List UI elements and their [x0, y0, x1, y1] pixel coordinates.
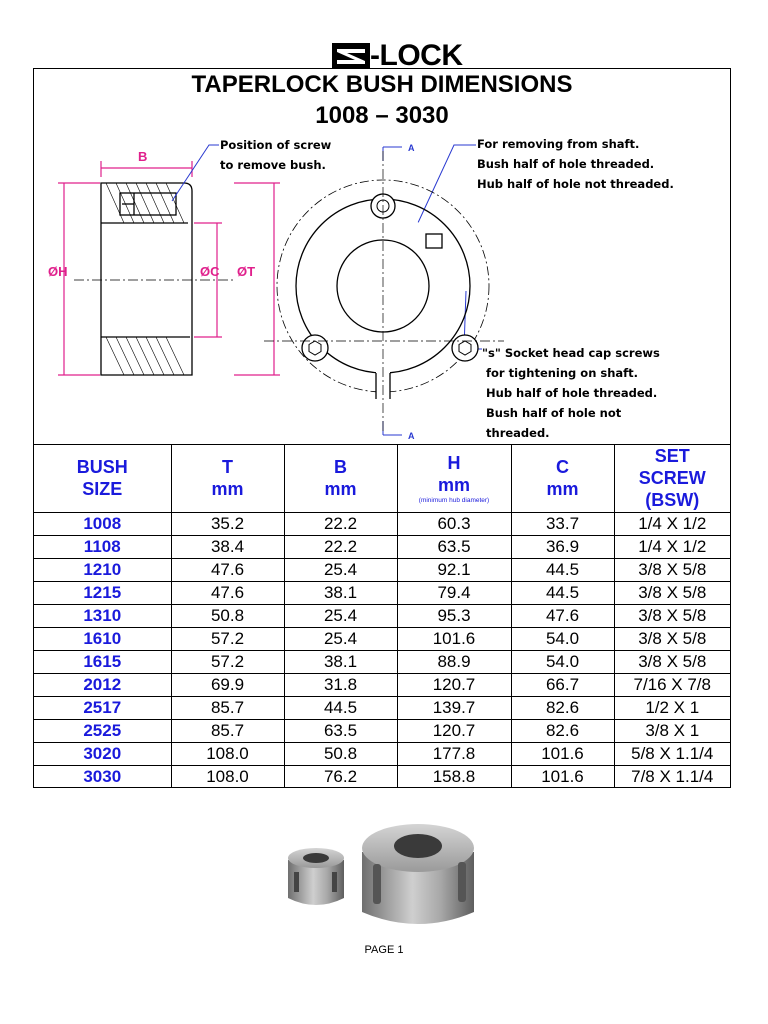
dimension-cell: 38.1 — [284, 581, 397, 604]
table-row — [34, 512, 730, 535]
table-row — [34, 719, 730, 742]
bush-size-cell: 1008 — [34, 512, 171, 535]
dimension-cell: 31.8 — [284, 673, 397, 696]
dimension-cell: 47.6 — [511, 604, 614, 627]
dimension-cell: 22.2 — [284, 512, 397, 535]
dimension-cell: 177.8 — [397, 742, 511, 765]
bush-size-cell: 1215 — [34, 581, 171, 604]
dimension-cell: 82.6 — [511, 719, 614, 742]
table-body — [34, 512, 730, 788]
bush-size-cell: 1615 — [34, 650, 171, 673]
dimension-cell: 38.1 — [284, 650, 397, 673]
tightening-note: "s" Socket head cap screws for tightening on shaft. Hub half of hole threaded. Bush half of hole not threaded. — [482, 346, 660, 440]
dimension-cell: 3/8 X 1 — [614, 719, 730, 742]
dimension-cell: 47.6 — [171, 558, 284, 581]
dimension-cell: 44.5 — [284, 696, 397, 719]
bush-diagram — [34, 131, 730, 445]
dimension-cell: 25.4 — [284, 558, 397, 581]
bush-size-cell: 2012 — [34, 673, 171, 696]
page-number: PAGE 1 — [364, 944, 404, 956]
dimension-cell: 1/4 X 1/2 — [614, 512, 730, 535]
dimension-cell: 50.8 — [284, 742, 397, 765]
table-row — [34, 558, 730, 581]
dimension-cell: 69.9 — [171, 673, 284, 696]
dimension-cell: 1/2 X 1 — [614, 696, 730, 719]
dimension-cell: 76.2 — [284, 765, 397, 788]
dim-c-label: ØC — [200, 264, 220, 279]
size-range: 1008 – 3030 — [315, 102, 449, 129]
dimension-cell: 3/8 X 5/8 — [614, 627, 730, 650]
table-row — [34, 765, 730, 788]
dimension-cell: 22.2 — [284, 535, 397, 558]
dimension-cell: 3/8 X 5/8 — [614, 558, 730, 581]
dimension-cell: 85.7 — [171, 696, 284, 719]
brand-suffix: -LOCK — [370, 39, 463, 72]
dimension-cell: 36.9 — [511, 535, 614, 558]
dim-b-label: B — [138, 149, 148, 164]
brand-logo — [332, 39, 463, 72]
dimension-cell: 1/4 X 1/2 — [614, 535, 730, 558]
header-h-note: (minimum hub diameter) — [418, 496, 490, 504]
dimension-cell: 54.0 — [511, 627, 614, 650]
bush-size-cell: 1310 — [34, 604, 171, 627]
screw-position-note: Position of screw to remove bush. — [220, 138, 332, 172]
dimension-cell: 108.0 — [171, 742, 284, 765]
dimension-cell: 50.8 — [171, 604, 284, 627]
dimension-cell: 85.7 — [171, 719, 284, 742]
header-b: B mm — [284, 445, 397, 512]
table-header-row — [34, 445, 730, 512]
bush-front-view — [264, 151, 504, 431]
dimension-cell: 108.0 — [171, 765, 284, 788]
dimension-cell: 101.6 — [397, 627, 511, 650]
table-row — [34, 742, 730, 765]
ez-logo-mark — [332, 43, 370, 69]
dimension-cell: 158.8 — [397, 765, 511, 788]
dimension-cell: 139.7 — [397, 696, 511, 719]
bush-size-cell: 3020 — [34, 742, 171, 765]
dimension-cell: 33.7 — [511, 512, 614, 535]
dimension-cell: 101.6 — [511, 742, 614, 765]
dimension-cell: 44.5 — [511, 558, 614, 581]
dimension-cell: 38.4 — [171, 535, 284, 558]
dim-h-label: ØH — [48, 264, 68, 279]
dimension-cell: 82.6 — [511, 696, 614, 719]
dimension-cell: 101.6 — [511, 765, 614, 788]
dimension-cell: 7/16 X 7/8 — [614, 673, 730, 696]
bush-size-cell: 2525 — [34, 719, 171, 742]
table-row — [34, 535, 730, 558]
dimension-cell: 25.4 — [284, 627, 397, 650]
bush-size-cell: 1610 — [34, 627, 171, 650]
dimension-cell: 120.7 — [397, 719, 511, 742]
dimension-cell: 44.5 — [511, 581, 614, 604]
dimension-cell: 35.2 — [171, 512, 284, 535]
dimension-cell: 79.4 — [397, 581, 511, 604]
dim-t-label: ØT — [237, 264, 256, 279]
table-row — [34, 581, 730, 604]
section-a-top: A — [408, 143, 415, 153]
table-row — [34, 673, 730, 696]
dimension-cell: 54.0 — [511, 650, 614, 673]
dimension-cell: 95.3 — [397, 604, 511, 627]
dimension-cell: 25.4 — [284, 604, 397, 627]
dimension-cell: 120.7 — [397, 673, 511, 696]
dimension-cell: 63.5 — [284, 719, 397, 742]
dimension-cell: 7/8 X 1.1/4 — [631, 766, 714, 786]
header-area — [34, 69, 730, 445]
large-bush-image — [362, 824, 474, 924]
dimension-cell: 3/8 X 5/8 — [614, 581, 730, 604]
header-h: H mm (minimum hub diameter) — [397, 445, 511, 512]
dimension-cell: 57.2 — [171, 627, 284, 650]
dimension-cell: 88.9 — [397, 650, 511, 673]
dimension-cell: 3/8 X 5/8 — [614, 604, 730, 627]
bush-size-cell: 2517 — [34, 696, 171, 719]
table-row — [34, 627, 730, 650]
dimension-cell: 47.6 — [171, 581, 284, 604]
dimension-cell: 63.5 — [397, 535, 511, 558]
dimensions-table — [34, 445, 730, 788]
dimension-cell: 57.2 — [171, 650, 284, 673]
header-set-screw: SET SCREW (BSW) — [614, 445, 730, 512]
dimension-cell: 66.7 — [511, 673, 614, 696]
section-a-bottom: A — [408, 431, 415, 441]
header-c: C mm — [511, 445, 614, 512]
product-photo — [278, 800, 498, 940]
bush-size-cell: 1210 — [34, 558, 171, 581]
table-row — [34, 604, 730, 627]
dimension-cell: 3/8 X 5/8 — [614, 650, 730, 673]
dimension-cell: 92.1 — [397, 558, 511, 581]
small-bush-image — [288, 848, 344, 905]
bush-size-cell: 3030 — [34, 765, 171, 788]
removal-note: For removing from shaft. Bush half of hole threaded. Hub half of hole not threaded. — [477, 137, 674, 191]
datasheet-frame — [33, 68, 731, 788]
table-row — [34, 650, 730, 673]
page-title: TAPERLOCK BUSH DIMENSIONS — [191, 71, 573, 98]
header-bush-size: BUSH SIZE — [34, 445, 171, 512]
table-row — [34, 696, 730, 719]
dimension-cell: 5/8 X 1.1/4 — [614, 742, 730, 765]
bush-size-cell: 1108 — [34, 535, 171, 558]
header-t: T mm — [171, 445, 284, 512]
dimension-cell: 60.3 — [397, 512, 511, 535]
